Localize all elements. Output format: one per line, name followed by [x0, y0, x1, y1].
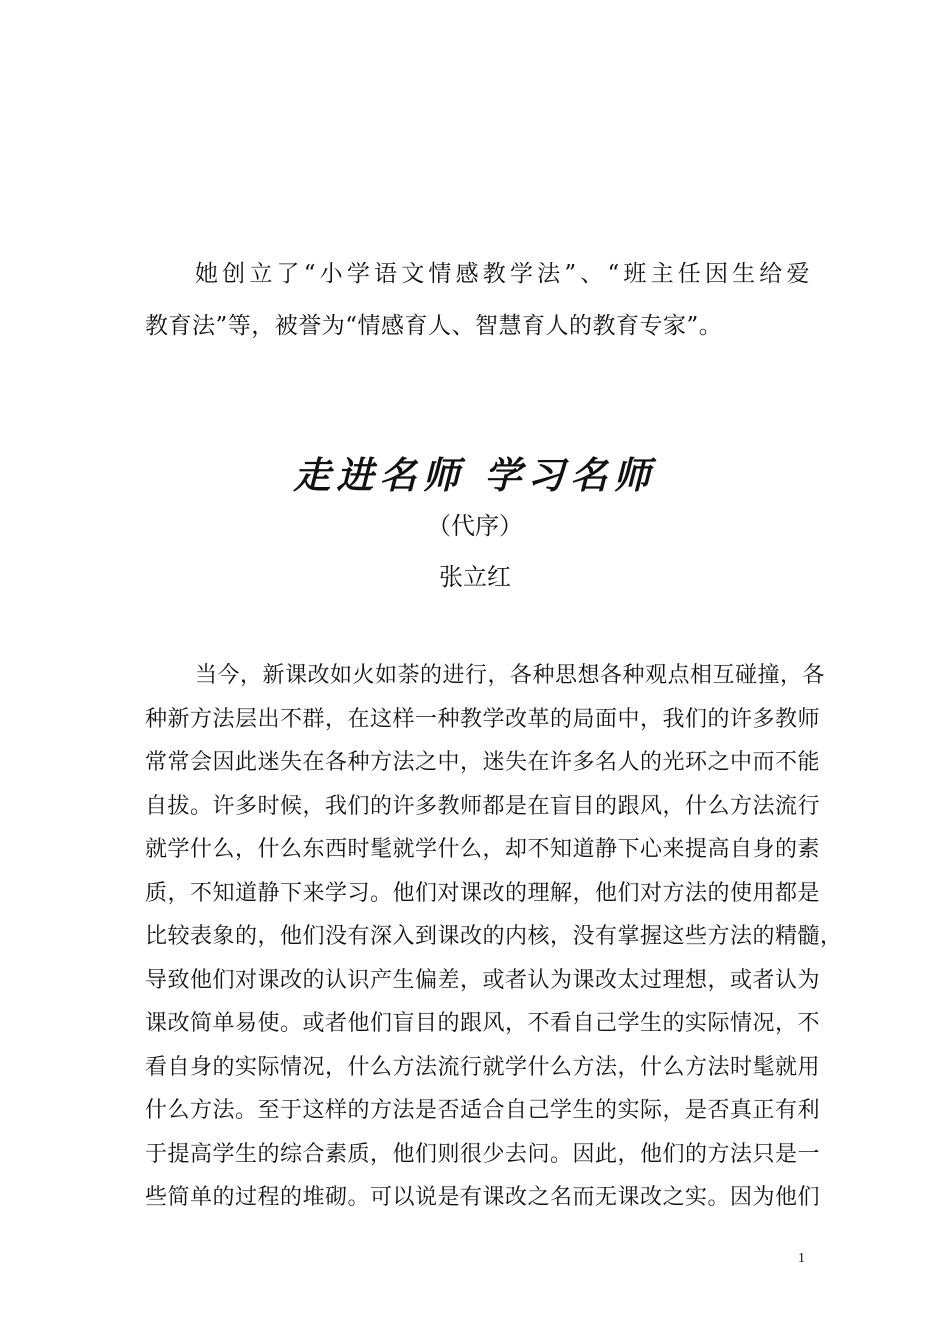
body-line: 自拔。许多时候，我们的许多教师都是在盲目的跟风，什么方法流行: [145, 793, 821, 819]
body-line: 质，不知道静下来学习。他们对课改的理解，他们对方法的使用都是: [145, 880, 821, 906]
body-line: 看自身的实际情况，什么方法流行就学什么方法，什么方法时髦就用: [145, 1054, 821, 1080]
intro-paragraph: [145, 248, 810, 352]
body-line: 什么方法。至于这样的方法是否适合自己学生的实际，是否真正有利: [145, 1098, 821, 1123]
body-paragraph: [145, 654, 843, 1220]
document-title: 走进名师 学习名师: [293, 454, 657, 497]
body-line: 些简单的过程的堆砌。可以说是有课改之名而无课改之实。因为他们: [145, 1185, 821, 1210]
intro-line: 她创立了“小学语文情感教学法”、“班主任因生给爱: [195, 261, 810, 287]
page-number: 1: [798, 1251, 805, 1266]
intro-line: 教育法”等，被誉为“情感育人、智慧育人的教育专家”。: [145, 313, 723, 339]
body-line: 比较表象的，他们没有深入到课改的内核，没有掌握这些方法的精髓，: [145, 924, 843, 949]
body-line: 就学什么，什么东西时髦就学什么，却不知道静下心来提高自身的素: [145, 837, 821, 862]
body-line: 当今，新课改如火如荼的进行，各种思想各种观点相互碰撞，各: [195, 663, 826, 688]
body-line: 导致他们对课改的认识产生偏差，或者认为课改太过理想，或者认为: [145, 967, 821, 993]
body-line: 种新方法层出不群，在这样一种教学改革的局面中，我们的许多教师: [145, 706, 821, 732]
document-subtitle: （代序）: [427, 512, 523, 540]
body-line: 常常会因此迷失在各种方法之中，迷失在许多名人的光环之中而不能: [145, 750, 821, 775]
body-line: 课改简单易使。或者他们盲目的跟风，不看自己学生的实际情况，不: [145, 1011, 821, 1036]
body-line: 于提高学生的综合素质，他们则很少去问。因此，他们的方法只是一: [145, 1141, 821, 1167]
author-name: 张立红: [439, 563, 511, 591]
